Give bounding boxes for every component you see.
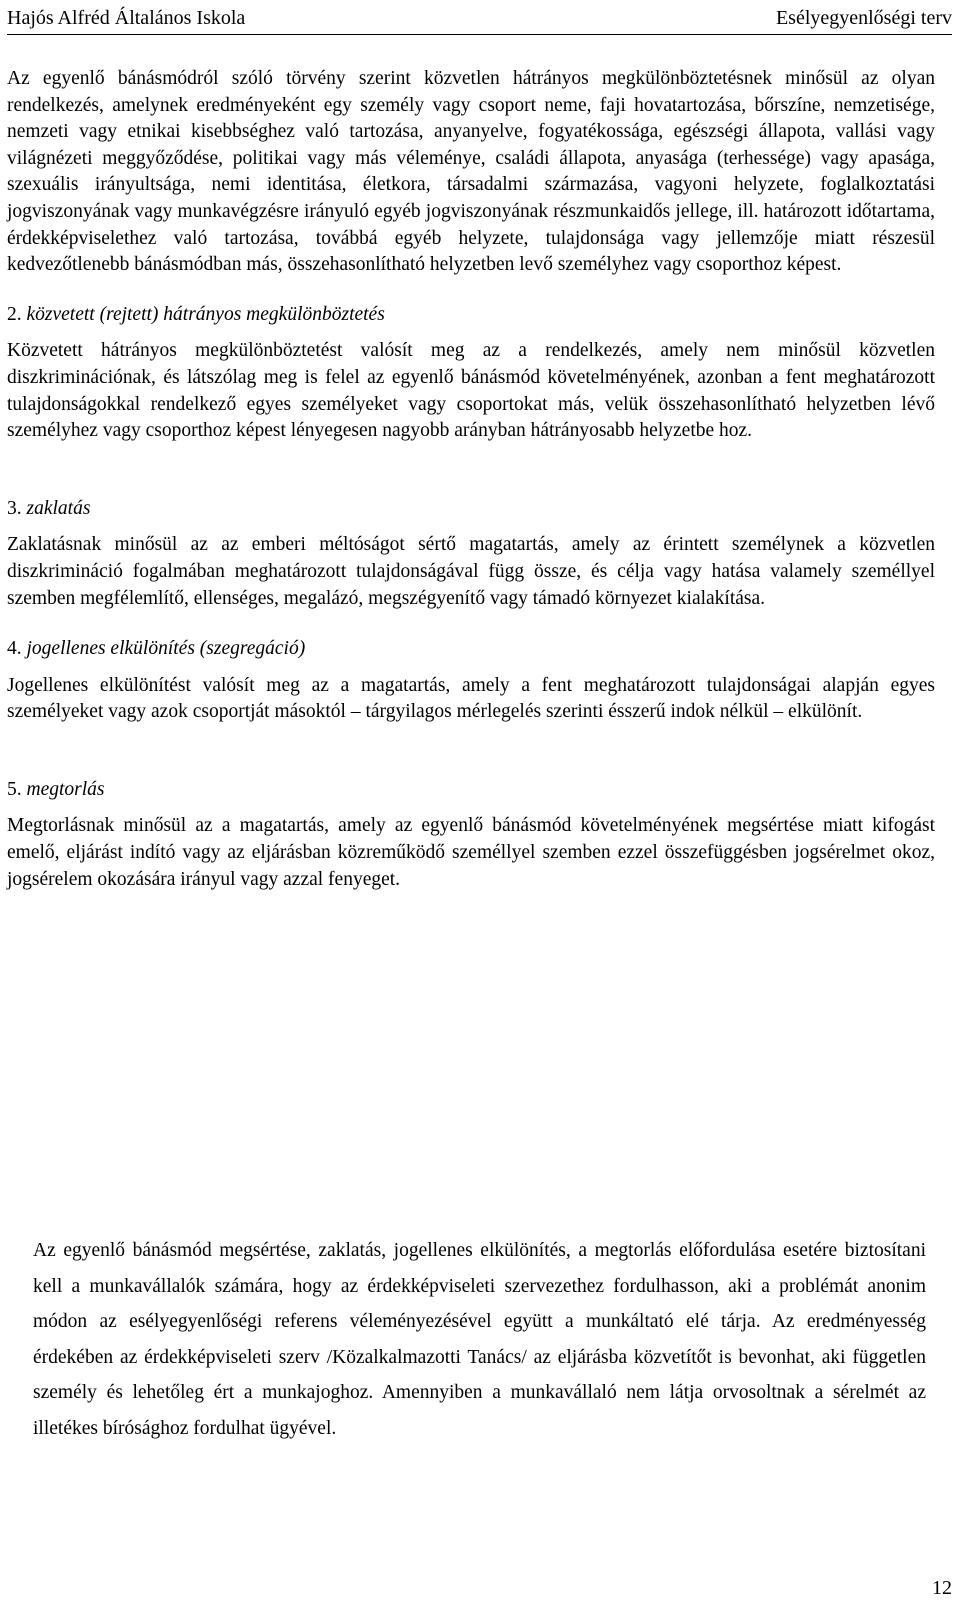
section-number: 4.	[7, 638, 22, 660]
section-title: jogellenes elkülönítés (szegregáció)	[26, 638, 306, 660]
section-title: közvetett (rejtett) hátrányos megkülönböztetés	[26, 303, 385, 325]
section-number: 2.	[7, 303, 22, 325]
section-title: megtorlás	[26, 778, 105, 800]
section-paragraph: Közvetett hátrányos megkülönböztetést valósít meg az a rendelkezés, amely nem minősül közvetlen diszkriminációnak, és látszólag meg is felel az egyenlő bánásmód követelményének, azonban a fent meghatározott tulajdonságokkal rendelkező egyes személyeket vagy csoportokat más, velük összehasonlítható helyzetben lévő személyhez vagy csoporthoz képest lényegesen nagyobb arányban hátrányosabb helyzetbe hoz.	[7, 340, 935, 442]
school-name: Hajós Alfréd Általános Iskola	[7, 7, 246, 29]
section-paragraph: Megtorlásnak minősül az a magatartás, amely az egyenlő bánásmód követelményének megsértése miatt kifogást emelő, eljárást indító vagy az eljárásban közreműködő személlyel szemben ezzel összefüggésben jogsérelmet okoz, jogsérelem okozására irányul vagy azzal fenyeget.	[7, 815, 935, 890]
final-notice	[33, 1233, 926, 1446]
section-number: 3.	[7, 497, 22, 519]
final-paragraph: Az egyenlő bánásmód megsértése, zaklatás, jogellenes elkülönítés, a megtorlás előfordulása esetére biztosítani kell a munkavállalók számára, hogy az érdekképviseleti szervezethez fordulhasson, aki a problémát anonim módon az esélyegyenlőségi referens véleményezésével együtt a munkáltató elé tárja. Az eredményesség érdekében az érdekképviseleti szerv /Közalkalmazotti Tanács/ az eljárásba közvetítőt is bevonhat, aki független személy és lehetőleg ért a munkajoghoz. Amennyiben a munkavállaló nem látja orvosoltnak a sérelmét az illetékes bírósághoz fordulhat ügyével.	[33, 1240, 926, 1439]
section-paragraph: Zaklatásnak minősül az az emberi méltóságot sértő magatartás, amely az érintett személynek a közvetlen diszkrimináció fogalmában meghatározott tulajdonságával függ össze, és célja vagy hatása valamely személlyel szemben megfélemlítő, ellenséges, megalázó, megszégyenítő vagy támadó környezet kialakítása.	[7, 534, 935, 609]
main-content	[7, 66, 935, 893]
section-paragraph: Jogellenes elkülönítést valósít meg az a magatartás, amely a fent meghatározott tulajdonságai alapján egyes személyeket vagy azok csoportját másoktól – tárgyilagos mérlegelés szerinti ésszerű indok nélkül – elkülönít.	[7, 674, 935, 723]
section-heading	[7, 777, 935, 804]
document-title: Esélyegyenlőségi terv	[775, 7, 952, 29]
page-header	[7, 4, 952, 35]
section-heading	[7, 636, 935, 663]
intro-paragraph: Az egyenlő bánásmódról szóló törvény szerint közvetlen hátrányos megkülönböztetésnek minősül az olyan rendelkezés, amelynek eredményeként egy személy vagy csoport neme, faji hovatartozása, bőrszíne, nemzetisége, nemzeti vagy etnikai kisebbséghez való tartozása, anyanyelve, fogyatékossága, egészségi állapota, vallási vagy világnézeti meggyőződése, politikai vagy más véleménye, családi állapota, anyasága (terhessége) vagy apasága, szexuális irányultsága, nemi identitása, életkora, társadalmi származása, vagyoni helyzete, foglalkoztatási jogviszonyának vagy munkavégzésre irányuló egyéb jogviszonyának részmunkaidős jellege, ill. határozott időtartama, érdekképviselethez való tartozása, továbbá egyéb helyzete, tulajdonsága vagy jellemzője miatt részesül kedvezőtlenebb bánásmódban más, összehasonlítható helyzetben levő személyhez vagy csoporthoz képest.	[7, 68, 935, 276]
section-title: zaklatás	[26, 497, 91, 519]
section-heading	[7, 496, 935, 523]
page-number: 12	[932, 1577, 952, 1599]
section-number: 5.	[7, 778, 22, 800]
section-heading	[7, 302, 935, 329]
